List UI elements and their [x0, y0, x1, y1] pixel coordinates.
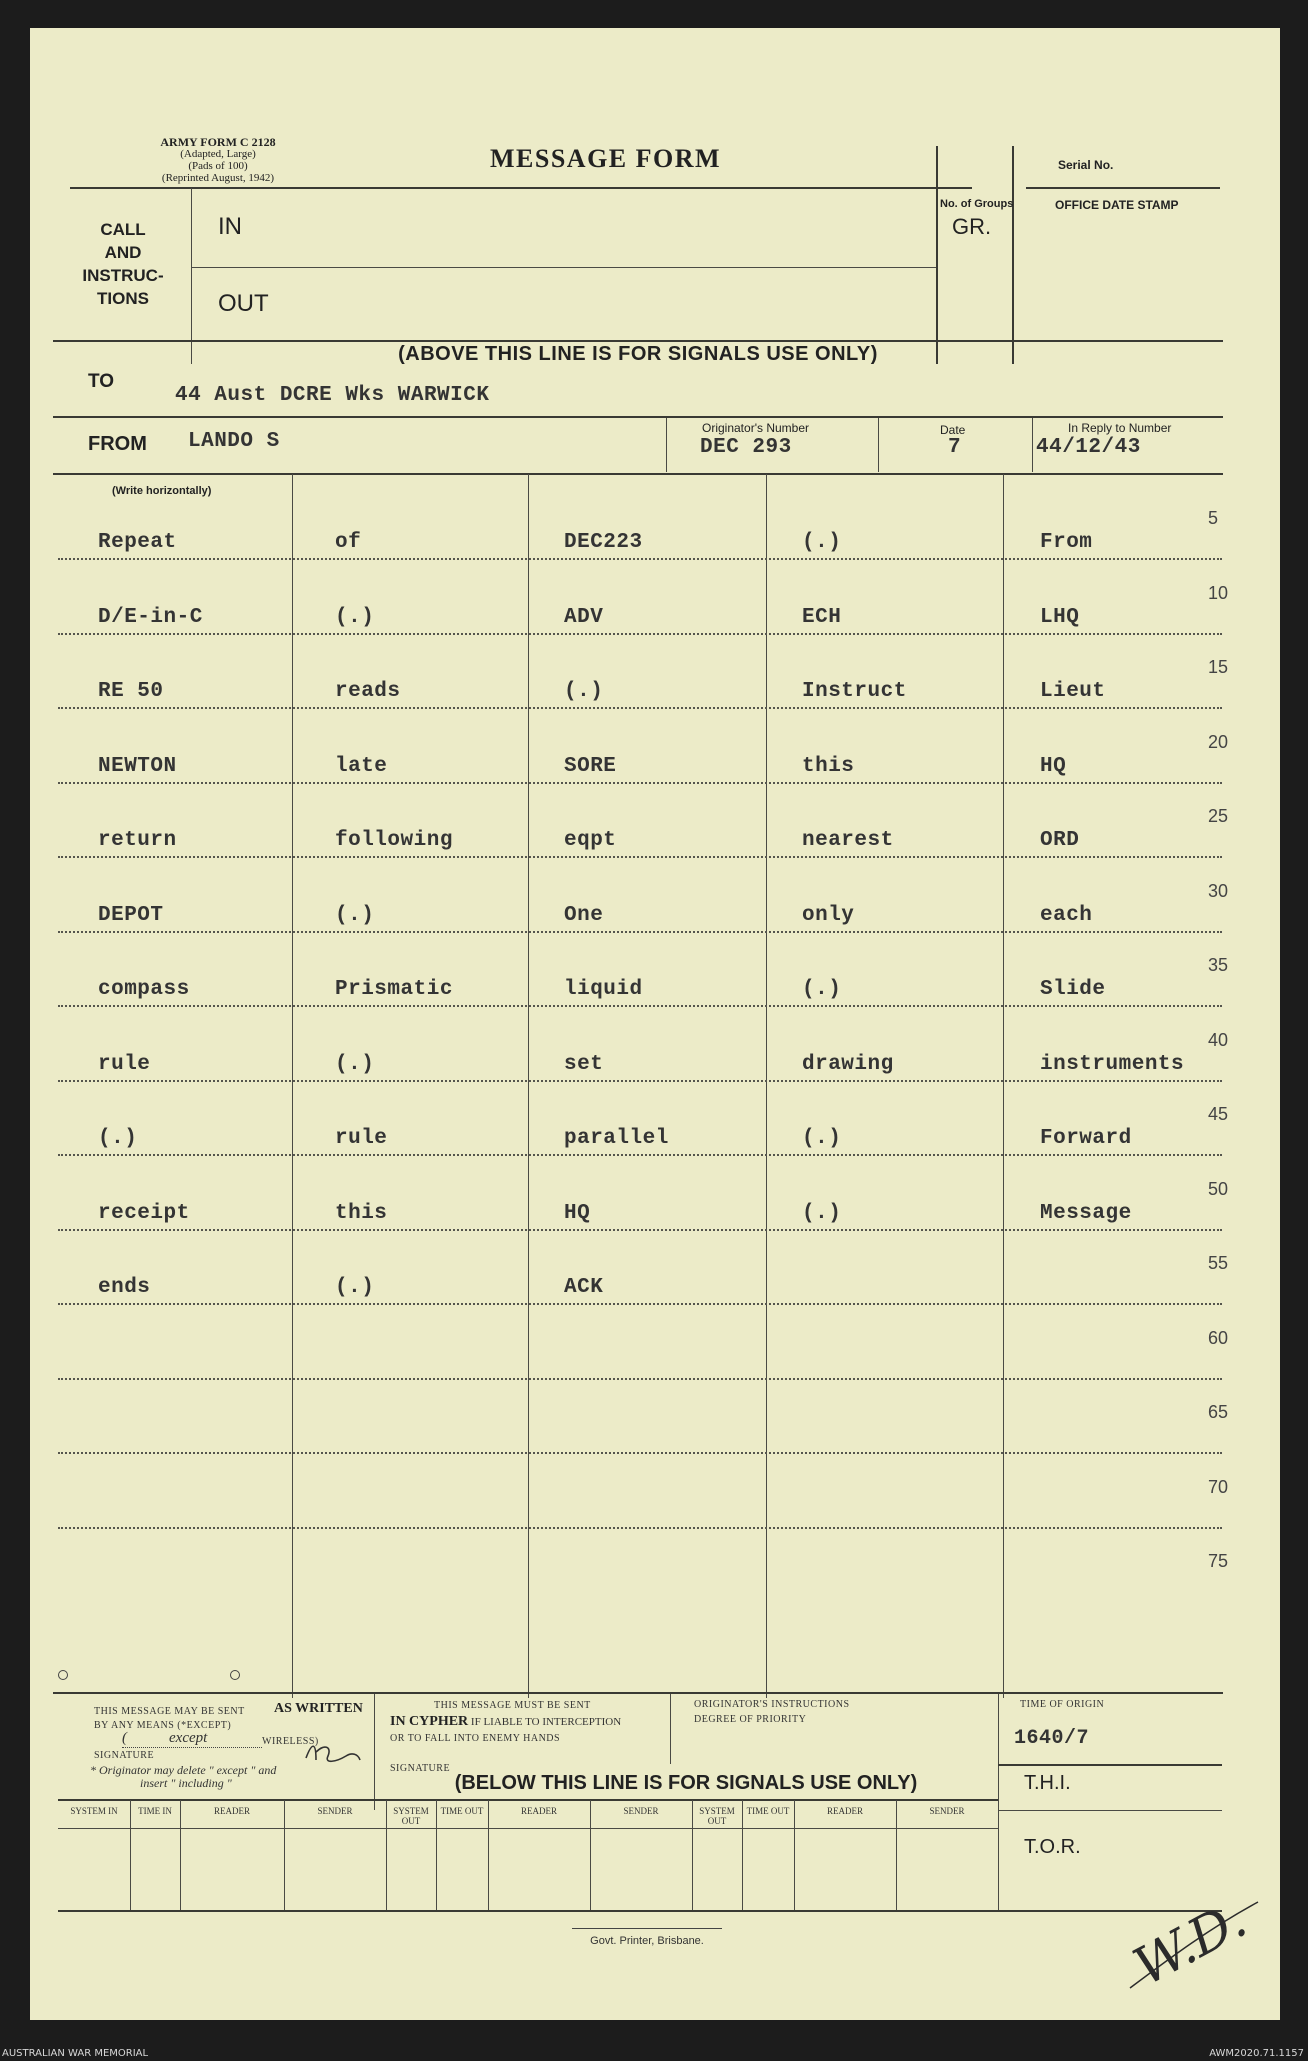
message-word: this — [802, 755, 855, 778]
cypher-line2: IF LIABLE TO INTERCEPTION — [470, 1716, 622, 1728]
message-word: Repeat — [98, 531, 177, 554]
message-word: Forward — [1040, 1127, 1132, 1150]
from-label: FROM — [88, 433, 147, 455]
time-of-origin-label: TIME OF ORIGIN — [1020, 1699, 1105, 1710]
handwritten-wd-mark — [1100, 1878, 1270, 1998]
row-divider — [58, 558, 1222, 560]
call-label: CALL AND INSTRUC- TIONS — [82, 220, 164, 308]
form-sub3: (Reprinted August, 1942) — [161, 172, 275, 184]
originator-note1: * Originator may delete " except " and — [90, 1763, 277, 1777]
message-word: nearest — [802, 829, 894, 852]
to-label: TO — [88, 371, 115, 392]
signals-column-header: TIME IN — [138, 1806, 172, 1816]
time-of-origin-value: 1640/7 — [1014, 1727, 1090, 1750]
message-word: ADV — [564, 606, 604, 629]
write-instruction: (Write horizontally) — [112, 485, 212, 497]
word-count-marker: 5 — [1208, 508, 1219, 528]
from-value: LANDO S — [188, 430, 280, 453]
message-word: (.) — [335, 1053, 375, 1076]
message-word: receipt — [98, 1202, 190, 1225]
word-count-marker: 45 — [1208, 1104, 1229, 1124]
form-title: MESSAGE FORM — [490, 144, 722, 173]
signature2-label: SIGNATURE — [390, 1763, 451, 1774]
out-label: OUT — [218, 290, 269, 317]
word-count-marker: 65 — [1208, 1402, 1229, 1422]
signals-column-header: SYSTEM OUT — [393, 1806, 429, 1826]
message-word: return — [98, 829, 177, 852]
cypher-line2-block — [390, 1714, 621, 1730]
word-count-marker: 70 — [1208, 1477, 1229, 1497]
row-divider — [58, 1303, 1222, 1305]
form-sub1: (Adapted, Large) — [180, 148, 256, 160]
message-word: (.) — [802, 531, 842, 554]
message-word: Slide — [1040, 978, 1106, 1001]
message-word: Message — [1040, 1202, 1132, 1225]
message-word: LHQ — [1040, 606, 1080, 629]
originator-instructions: ORIGINATOR'S INSTRUCTIONS — [694, 1699, 850, 1710]
message-word: of — [335, 531, 362, 554]
message-word: SORE — [564, 755, 617, 778]
in-cypher: IN CYPHER — [390, 1714, 469, 1729]
originator-value: DEC 293 — [700, 436, 792, 459]
word-count-marker: 20 — [1208, 732, 1229, 752]
message-word: this — [335, 1202, 388, 1225]
signals-column-divider — [436, 1800, 437, 1910]
date-label: Date — [940, 423, 966, 437]
message-word: ends — [98, 1276, 151, 1299]
message-word: HQ — [564, 1202, 591, 1225]
degree-of-priority: DEGREE OF PRIORITY — [694, 1714, 807, 1725]
row-divider — [58, 633, 1222, 635]
row-divider — [58, 707, 1222, 709]
tor-label: T.O.R. — [1024, 1836, 1081, 1858]
word-count-marker: 75 — [1208, 1551, 1229, 1571]
message-word: (.) — [802, 978, 842, 1001]
word-count-marker: 35 — [1208, 955, 1229, 975]
message-word: DEC223 — [564, 531, 643, 554]
thi-label: T.H.I. — [1024, 1772, 1071, 1794]
printer-note: Govt. Printer, Brisbane. — [572, 1928, 722, 1947]
signature-label: SIGNATURE — [94, 1750, 155, 1761]
signals-column-header: SYSTEM OUT — [699, 1806, 735, 1826]
message-word: Instruct — [802, 680, 907, 703]
form-id: ARMY FORM C 2128 — [160, 135, 276, 149]
message-word: late — [335, 755, 388, 778]
as-written: AS WRITTEN — [274, 1701, 363, 1716]
signals-column-header: TIME OUT — [440, 1806, 484, 1816]
signals-column-divider — [386, 1800, 387, 1910]
in-label: IN — [218, 213, 242, 240]
word-count-marker: 30 — [1208, 881, 1229, 901]
word-count-marker: 10 — [1208, 583, 1229, 603]
signals-column-divider — [284, 1800, 285, 1910]
signals-header-divider — [58, 1828, 998, 1829]
message-word: (.) — [335, 606, 375, 629]
signals-column-header: SYSTEM IN — [70, 1806, 118, 1816]
message-word: (.) — [335, 904, 375, 927]
message-word: compass — [98, 978, 190, 1001]
groups-value: GR. — [952, 214, 992, 239]
form-sub2: (Pads of 100) — [188, 160, 248, 172]
message-word: set — [564, 1053, 604, 1076]
message-word: (.) — [802, 1127, 842, 1150]
punch-hole-mark — [58, 1670, 68, 1680]
row-divider — [58, 782, 1222, 784]
word-count-marker: 60 — [1208, 1328, 1229, 1348]
row-divider — [58, 1005, 1222, 1007]
message-word: drawing — [802, 1053, 894, 1076]
message-word: following — [335, 829, 453, 852]
sent-line1: THIS MESSAGE MAY BE SENT — [94, 1706, 245, 1717]
groups-label: No. of Groups — [940, 198, 1014, 210]
message-word: liquid — [564, 978, 643, 1001]
row-divider — [58, 1080, 1222, 1082]
originator-label: Originator's Number — [702, 421, 809, 435]
signals-column-divider — [794, 1800, 795, 1910]
form-id-block — [118, 136, 318, 184]
handwritten-wd: W.D. — [1124, 1889, 1257, 1998]
word-count-marker: 25 — [1208, 806, 1229, 826]
message-word: NEWTON — [98, 755, 177, 778]
message-word: ORD — [1040, 829, 1080, 852]
word-count-marker: 50 — [1208, 1179, 1229, 1199]
signals-column-divider — [692, 1800, 693, 1910]
except-handwritten: ( except — [122, 1730, 262, 1748]
archive-footer-right: AWM2020.71.1157 — [1209, 2048, 1304, 2059]
wireless-label: WIRELESS) — [262, 1736, 319, 1747]
signals-column-divider — [742, 1800, 743, 1910]
message-word: HQ — [1040, 755, 1067, 778]
signals-column-divider — [896, 1800, 897, 1910]
signals-column-header: READER — [827, 1806, 863, 1816]
row-divider — [58, 1378, 1222, 1380]
message-word: One — [564, 904, 604, 927]
signals-above-note: (ABOVE THIS LINE IS FOR SIGNALS USE ONLY) — [398, 343, 878, 365]
message-word: (.) — [564, 680, 604, 703]
row-divider — [58, 1452, 1222, 1454]
message-word: ECH — [802, 606, 842, 629]
reply-label: In Reply to Number — [1068, 421, 1172, 435]
signals-below-note: (BELOW THIS LINE IS FOR SIGNALS USE ONLY) — [454, 1772, 918, 1794]
message-word: each — [1040, 904, 1093, 927]
reply-value: 44/12/43 — [1036, 436, 1141, 459]
message-word: Lieut — [1040, 680, 1106, 703]
signals-column-divider — [180, 1800, 181, 1910]
message-word: (.) — [802, 1202, 842, 1225]
word-count-marker: 40 — [1208, 1030, 1229, 1050]
punch-hole-mark — [230, 1670, 240, 1680]
to-value: 44 Aust DCRE Wks WARWICK — [175, 384, 490, 407]
row-divider — [58, 1154, 1222, 1156]
row-divider — [58, 1527, 1222, 1529]
signals-column-header: SENDER — [317, 1806, 353, 1816]
message-word: only — [802, 904, 855, 927]
message-word: DEPOT — [98, 904, 164, 927]
message-word: reads — [335, 680, 401, 703]
signals-column-header: READER — [521, 1806, 557, 1816]
date-value: 7 — [948, 436, 962, 459]
signature-scribble — [302, 1738, 362, 1766]
cypher-line1: THIS MESSAGE MUST BE SENT — [434, 1700, 591, 1711]
message-word: rule — [335, 1127, 388, 1150]
signals-column-header: TIME OUT — [746, 1806, 790, 1816]
signals-column-header: READER — [214, 1806, 250, 1816]
signals-column-header: SENDER — [929, 1806, 965, 1816]
message-word: eqpt — [564, 829, 617, 852]
signals-column-divider — [590, 1800, 591, 1910]
archive-footer-left: AUSTRALIAN WAR MEMORIAL — [2, 2048, 149, 2059]
message-word: parallel — [564, 1127, 669, 1150]
originator-note2: insert " including " — [140, 1776, 232, 1790]
sent-line2: BY ANY MEANS (*EXCEPT) — [94, 1720, 232, 1731]
word-count-marker: 15 — [1208, 657, 1229, 677]
date-stamp-label: OFFICE DATE STAMP — [1055, 198, 1179, 212]
message-word: From — [1040, 531, 1093, 554]
message-word: RE 50 — [98, 680, 164, 703]
message-word: Prismatic — [335, 978, 453, 1001]
signals-column-header: SENDER — [623, 1806, 659, 1816]
signals-column-divider — [130, 1800, 131, 1910]
cypher-line3: OR TO FALL INTO ENEMY HANDS — [390, 1733, 561, 1744]
row-divider — [58, 931, 1222, 933]
word-count-marker: 55 — [1208, 1253, 1229, 1273]
message-word: ACK — [564, 1276, 604, 1299]
message-word: (.) — [98, 1127, 138, 1150]
message-form-paper — [30, 28, 1280, 2020]
signals-column-divider — [488, 1800, 489, 1910]
message-word: rule — [98, 1053, 151, 1076]
serial-label: Serial No. — [1058, 158, 1114, 172]
message-word: (.) — [335, 1276, 375, 1299]
message-word: instruments — [1040, 1053, 1185, 1076]
row-divider — [58, 1229, 1222, 1231]
row-divider — [58, 856, 1222, 858]
message-word: D/E-in-C — [98, 606, 203, 629]
